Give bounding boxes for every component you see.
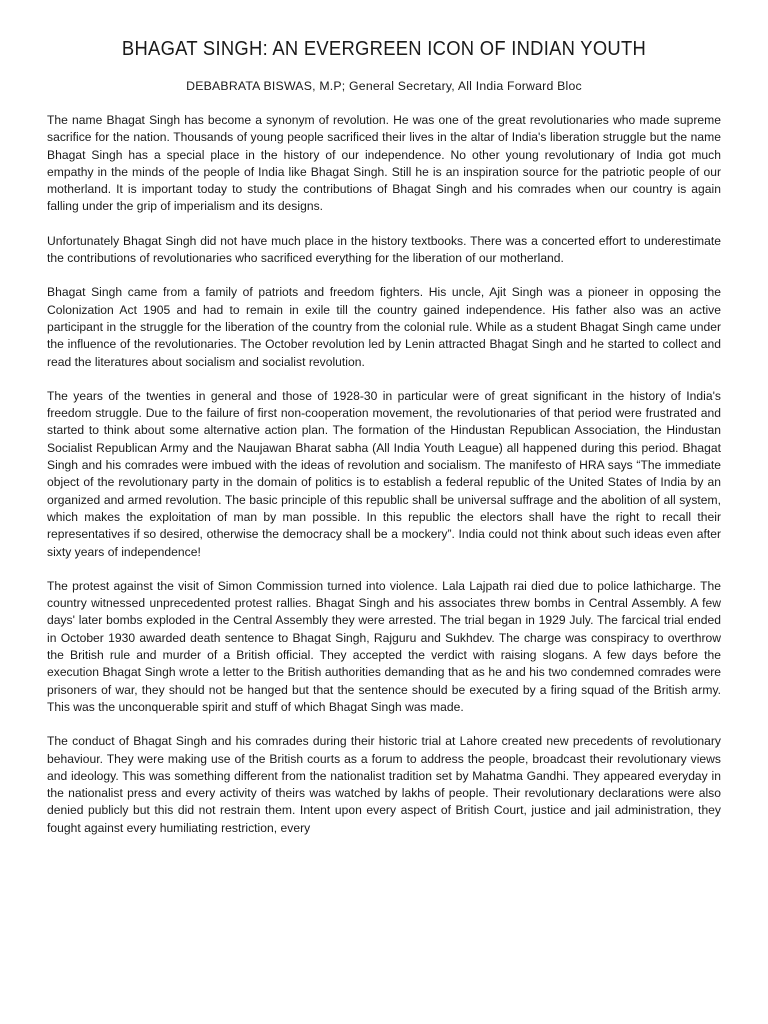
paragraph-5: The protest against the visit of Simon Commission turned into violence. Lala Lajpath rai died due to police lathicharge. The country witnessed unprecedented protest rallies. Bhagat Singh and his associates threw bombs in Central Assembly. A few days' later bombs exploded in the Central Assembly they were arrested. The trial began in 1929 July. The farcical trial ended in October 1930 awarded death sentence to Bhagat Singh, Rajguru and Sukhdev. The charge was conspiracy to overthrow the British rule and murder of a British official. They accepted the verdict with raising slogans. A few days before the execution Bhagat Singh wrote a letter to the British authorities demanding that as he and his two condemned comrades were prisoners of war, they should not be hanged but that the sentence should be executed by a firing squad of the British army. This was the unconquerable spirit and stuff of which Bhagat Singh was made. xyxy=(47,578,721,714)
paragraph-4: The years of the twenties in general and those of 1928-30 in particular were of great significant in the history of India's freedom struggle. Due to the failure of first non-cooperation movement, the revolutionaries of that period were frustrated and started to think about some alternative action plan. The formation of the Hindustan Republican Association, the Hindustan Socialist Republican Army and the Naujawan Bharat sabha (All India Youth League) all happened during this period. Bhagat Singh and his comrades were imbued with the ideas of revolution and socialism. The manifesto of HRA says “The immediate object of the revolutionary party in the domain of politics is to establish a federal republic of the United States of India by an organized and armed revolution. The basic principle of this republic shall be universal suffrage and the abolition of all system, which makes the exploitation of man by man possible. In this republic the electors shall have the right to recall their representatives if so desired, otherwise the democracy shall be a mockery”. India could not think about such ideas even after sixty years of independence! xyxy=(47,388,721,559)
paragraph-6: The conduct of Bhagat Singh and his comrades during their historic trial at Lahore created new precedents of revolutionary behaviour. They were making use of the British courts as a forum to address the people, broadcast their revolutionary views and ideology. This was something different from the nationalist tradition set by Mahatma Gandhi. They appeared everyday in the nationalist press and every activity of theirs was watched by lakhs of people. Their revolutionary declarations were also denied publicly but this did not restrain them. Intent upon every aspect of British Court, justice and jail administration, they fought against every humiliating restriction, every xyxy=(47,734,721,835)
author-line: DEBABRATA BISWAS, M.P; General Secretary, All India Forward Bloc xyxy=(186,79,582,93)
paragraph-1: The name Bhagat Singh has become a synonym of revolution. He was one of the great revolutionaries who made supreme sacrifice for the nation. Thousands of young people sacrificed their lives in the altar of India's liberation struggle but the name Bhagat Singh has a special place in the history of our independence. No other young revolutionary of India got much empathy in the minds of the people of India like Bhagat Singh. Still he is an inspiration source for the patriotic people of our motherland. It is important today to study the contributions of Bhagat Singh and his comrades when our country is again falling under the grip of imperialism and its designs. xyxy=(47,113,721,214)
paragraph-2: Unfortunately Bhagat Singh did not have much place in the history textbooks. There was a concerted effort to underestimate the contributions of revolutionaries who sacrificed everything for the liberation of our motherland. xyxy=(47,233,721,266)
document-body xyxy=(47,112,721,837)
document-title: BHAGAT SINGH: AN EVERGREEN ICON OF INDIAN YOUTH xyxy=(121,38,647,60)
paragraph-3: Bhagat Singh came from a family of patriots and freedom fighters. His uncle, Ajit Singh was a pioneer in opposing the Colonization Act 1905 and had to remain in exile till the country gained independence. His father also was an active participant in the struggle for the liberation of the country from the colonial rule. While as a student Bhagat Singh came under the influence of the revolutionaries. The October revolution led by Lenin attracted Bhagat Singh and he started to collect and read the literatures about socialism and socialist revolution. xyxy=(47,285,721,369)
